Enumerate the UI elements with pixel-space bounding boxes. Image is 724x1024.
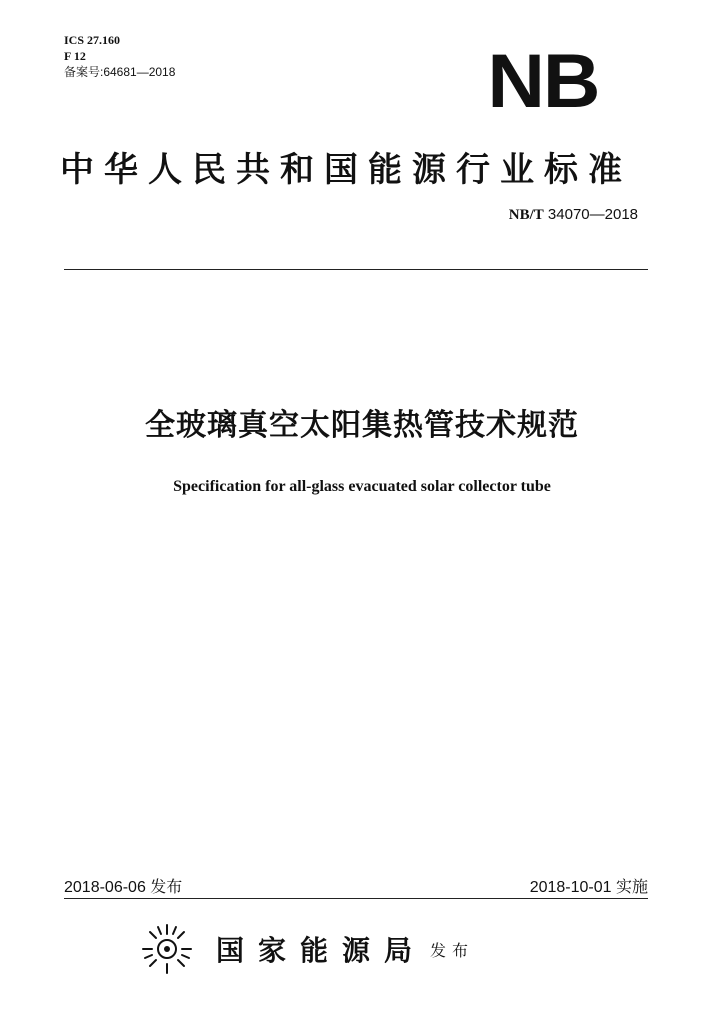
issuer-name: 国家能源局 <box>216 934 427 967</box>
implementation-date: 2018-10-01 实施 <box>529 879 648 896</box>
issue-date: 2018-06-06 发布 <box>64 879 183 896</box>
footer-divider <box>64 898 648 899</box>
nb-logo: NB <box>487 39 599 124</box>
ics-code: ICS 27.160 <box>64 33 121 47</box>
emblem-icon <box>140 922 194 976</box>
standard-prefix: NB/T <box>508 207 544 223</box>
header-divider <box>64 269 648 270</box>
issuer-suffix: 发布 <box>430 942 475 960</box>
document-title-cn: 全玻璃真空太阳集热管技术规范 <box>145 409 579 442</box>
standard-title: 中华人民共和国能源行业标准 <box>60 151 632 189</box>
document-meta <box>64 32 175 80</box>
classification-code: F 12 <box>64 49 86 63</box>
document-title-en: Specification for all-glass evacuated solar collector tube <box>173 478 551 495</box>
issuer-block <box>140 924 474 974</box>
standard-number <box>509 206 638 224</box>
standard-code: 34070—2018 <box>543 206 638 223</box>
filing-number: 备案号:64681—2018 <box>64 65 176 79</box>
